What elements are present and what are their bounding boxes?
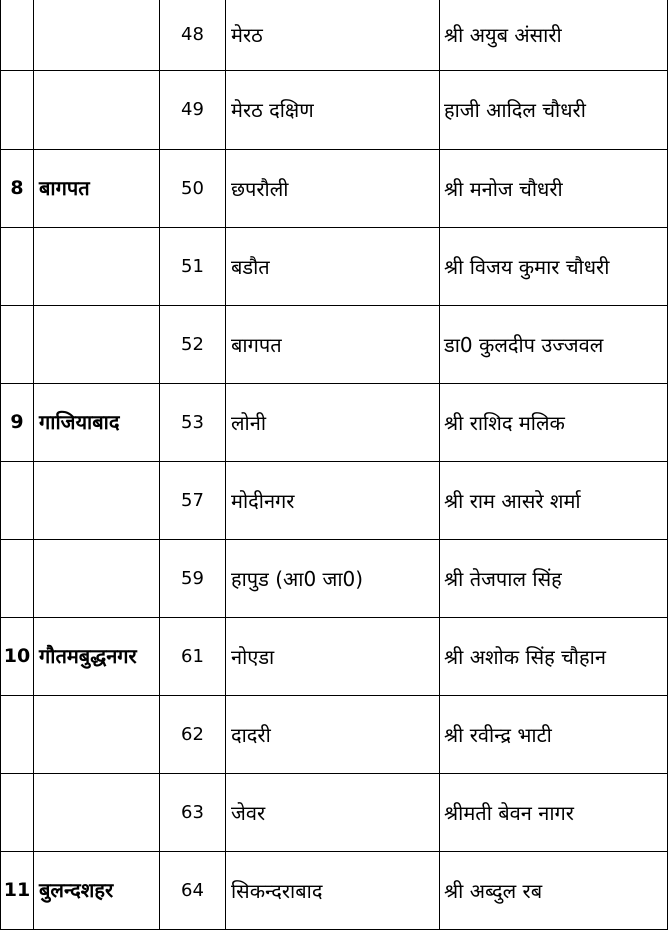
serial-number <box>1 773 34 851</box>
candidate-name: डा0 कुलदीप उज्जवल <box>440 305 668 383</box>
district-name: बागपत <box>34 149 160 227</box>
table-row <box>1 617 668 695</box>
serial-number <box>1 70 34 149</box>
constituency-number: 51 <box>160 227 226 305</box>
serial-number <box>1 539 34 617</box>
table-row <box>1 70 668 149</box>
constituency-name: बडौत <box>226 227 440 305</box>
constituency-name: मोदीनगर <box>226 461 440 539</box>
constituency-number: 59 <box>160 539 226 617</box>
candidate-name: श्री अशोक सिंह चौहान <box>440 617 668 695</box>
serial-number <box>1 0 34 70</box>
candidate-name: श्री रवीन्द्र भाटी <box>440 695 668 773</box>
serial-number <box>1 227 34 305</box>
constituency-name: सिकन्दराबाद <box>226 851 440 929</box>
constituency-number: 61 <box>160 617 226 695</box>
table-row <box>1 773 668 851</box>
table-row <box>1 149 668 227</box>
constituency-name: जेवर <box>226 773 440 851</box>
constituency-number: 63 <box>160 773 226 851</box>
constituency-number: 52 <box>160 305 226 383</box>
district-name: गौतमबुद्धनगर <box>34 617 160 695</box>
constituency-number: 64 <box>160 851 226 929</box>
table-row <box>1 539 668 617</box>
district-name <box>34 305 160 383</box>
constituency-number: 48 <box>160 0 226 70</box>
serial-number: 8 <box>1 149 34 227</box>
candidate-name: श्री अब्दुल रब <box>440 851 668 929</box>
serial-number <box>1 461 34 539</box>
serial-number <box>1 305 34 383</box>
table-row <box>1 695 668 773</box>
table-row <box>1 0 668 70</box>
candidate-name: श्री विजय कुमार चौधरी <box>440 227 668 305</box>
constituency-number: 57 <box>160 461 226 539</box>
district-name <box>34 461 160 539</box>
candidate-name: श्री तेजपाल सिंह <box>440 539 668 617</box>
constituency-name: दादरी <box>226 695 440 773</box>
serial-number: 9 <box>1 383 34 461</box>
candidate-name: श्री राशिद मलिक <box>440 383 668 461</box>
serial-number: 11 <box>1 851 34 929</box>
constituency-name: मेरठ <box>226 0 440 70</box>
district-name: बुलन्दशहर <box>34 851 160 929</box>
table-row <box>1 227 668 305</box>
table-row <box>1 305 668 383</box>
district-name: गाजियाबाद <box>34 383 160 461</box>
district-name <box>34 539 160 617</box>
candidate-name: श्रीमती बेवन नागर <box>440 773 668 851</box>
constituency-name: नोएडा <box>226 617 440 695</box>
table-row <box>1 383 668 461</box>
district-name <box>34 70 160 149</box>
candidate-name: श्री मनोज चौधरी <box>440 149 668 227</box>
constituency-number: 53 <box>160 383 226 461</box>
constituency-number: 49 <box>160 70 226 149</box>
constituency-number: 62 <box>160 695 226 773</box>
candidate-name: श्री अयुब अंसारी <box>440 0 668 70</box>
table-row <box>1 461 668 539</box>
candidate-name: हाजी आदिल चौधरी <box>440 70 668 149</box>
serial-number: 10 <box>1 617 34 695</box>
constituency-number: 50 <box>160 149 226 227</box>
constituency-name: बागपत <box>226 305 440 383</box>
district-name <box>34 227 160 305</box>
constituency-name: लोनी <box>226 383 440 461</box>
constituency-name: हापुड (आ0 जा0) <box>226 539 440 617</box>
district-name <box>34 695 160 773</box>
district-name <box>34 773 160 851</box>
constituency-name: मेरठ दक्षिण <box>226 70 440 149</box>
district-name <box>34 0 160 70</box>
constituency-name: छपरौली <box>226 149 440 227</box>
table-row <box>1 851 668 929</box>
candidate-name: श्री राम आसरे शर्मा <box>440 461 668 539</box>
serial-number <box>1 695 34 773</box>
